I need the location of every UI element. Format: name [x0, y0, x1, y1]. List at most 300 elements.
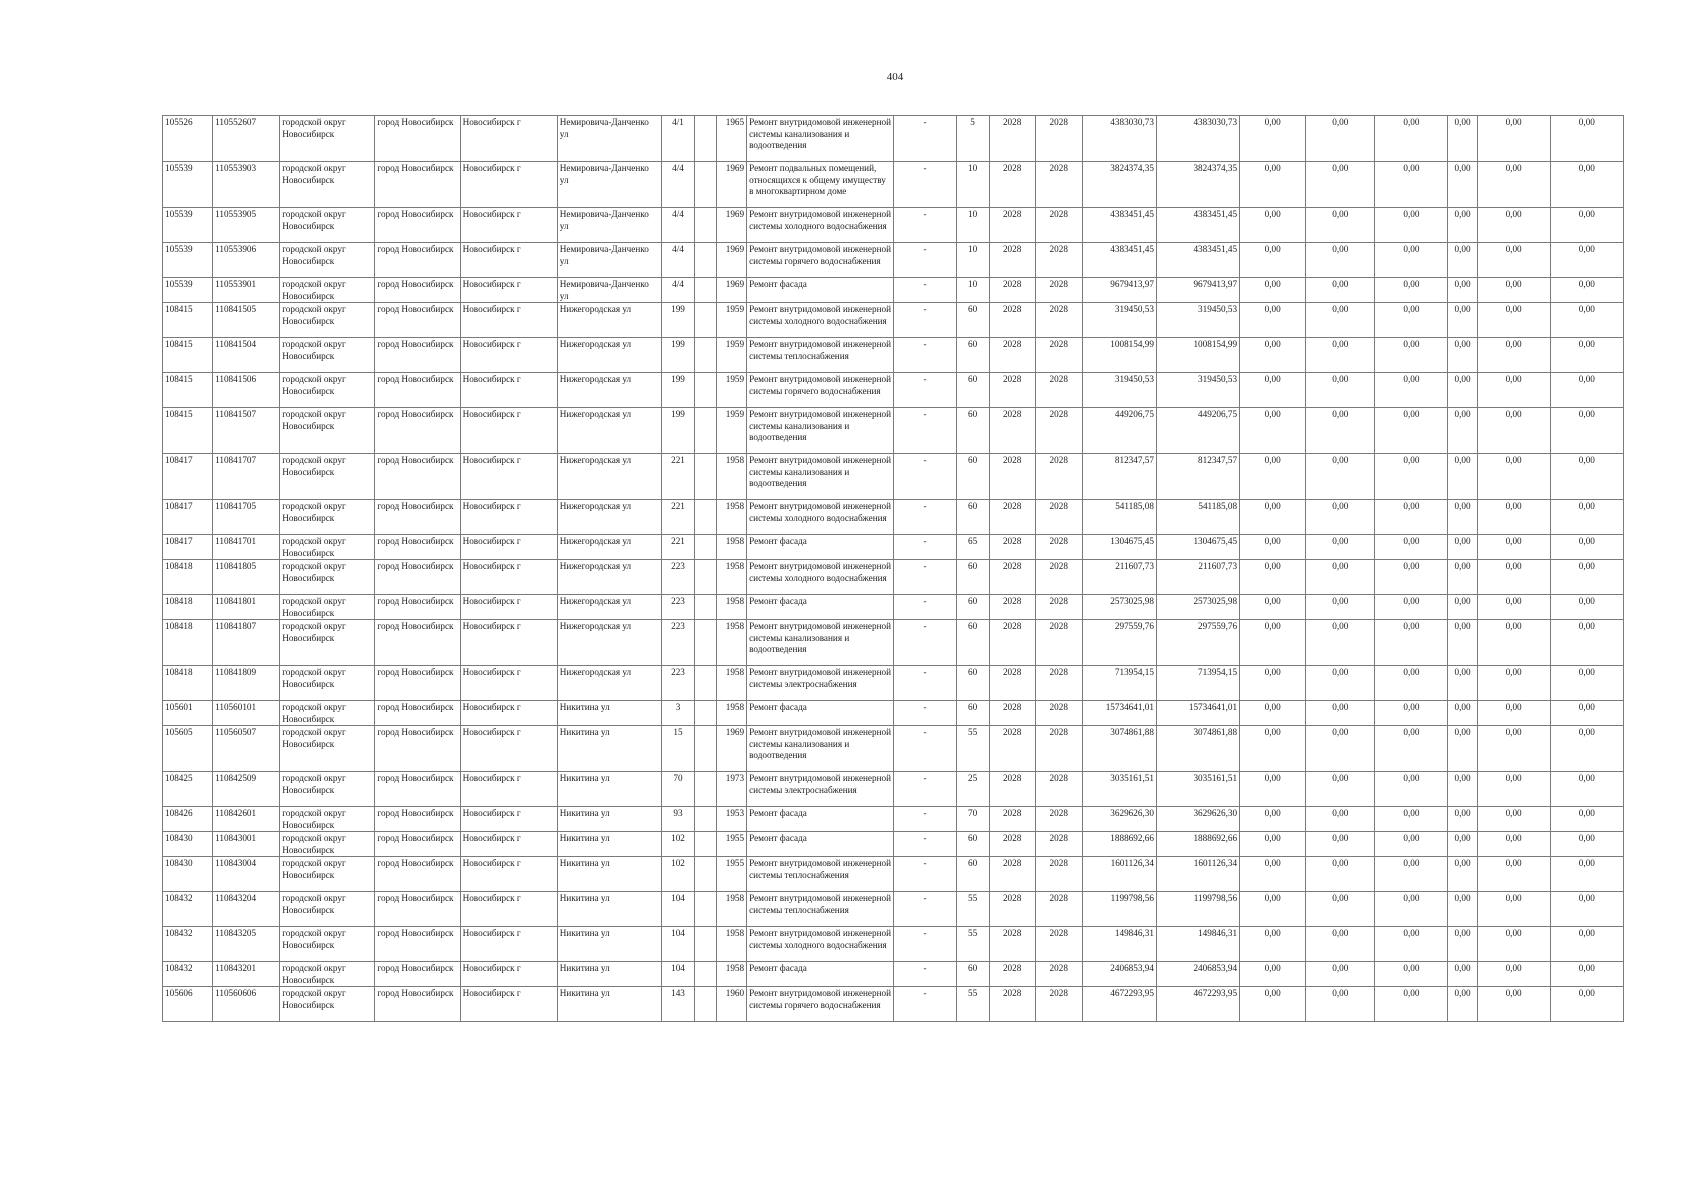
cell-plan-year-end: 2028: [1035, 116, 1082, 162]
cell-work-id: 110560606: [213, 987, 280, 1022]
cell-cost-fund: 297559,76: [1156, 620, 1239, 666]
cell-cost-reserve: 0,00: [1550, 892, 1623, 927]
cell-house-number: 223: [661, 595, 694, 620]
cell-cost-federal: 0,00: [1240, 807, 1306, 832]
cell-total-cost: 812347,57: [1082, 454, 1156, 500]
cell-total-cost: 1304675,45: [1082, 535, 1156, 560]
cell-cost-other: 0,00: [1448, 807, 1477, 832]
cell-house-number: 223: [661, 560, 694, 595]
cell-plan-year-start: 2028: [989, 666, 1035, 701]
cell-street: Нижегородская ул: [557, 595, 661, 620]
cell-cost-federal: 0,00: [1240, 620, 1306, 666]
cell-cost-other: 0,00: [1448, 962, 1477, 987]
cell-total-cost: 4383030,73: [1082, 116, 1156, 162]
cell-cost-fund: 4383451,45: [1156, 208, 1239, 243]
cell-plan-year-start: 2028: [989, 620, 1035, 666]
cell-house-id: 108417: [163, 535, 213, 560]
cell-cost-fund: 15734641,01: [1156, 701, 1239, 726]
cell-total-cost: 149846,31: [1082, 927, 1156, 962]
cell-plan-year-end: 2028: [1035, 338, 1082, 373]
cell-plan-year-end: 2028: [1035, 454, 1082, 500]
cell-settlement: город Новосибирск: [375, 373, 460, 408]
table-row: [163, 500, 1624, 535]
cell-house-id: 108418: [163, 595, 213, 620]
cell-cost-other: 0,00: [1448, 408, 1477, 454]
cell-cost-owners: 0,00: [1477, 987, 1550, 1022]
cell-cost-fund: 319450,53: [1156, 303, 1239, 338]
cell-work-id: 110841707: [213, 454, 280, 500]
cell-unit: -: [894, 832, 956, 857]
cell-settlement: город Новосибирск: [375, 535, 460, 560]
cell-cost-fund: 541185,08: [1156, 500, 1239, 535]
cell-work-id: 110841801: [213, 595, 280, 620]
table-row: [163, 701, 1624, 726]
cell-cost-local: 0,00: [1375, 726, 1448, 772]
cell-year-built: 1969: [717, 208, 747, 243]
cell-plan-year-start: 2028: [989, 162, 1035, 208]
cell-municipal-district: городской округ Новосибирск: [280, 162, 375, 208]
cell-wear-percent: 60: [956, 666, 989, 701]
cell-house-number: 221: [661, 535, 694, 560]
cell-cost-local: 0,00: [1375, 807, 1448, 832]
cell-city: Новосибирск г: [460, 208, 557, 243]
cell-wear-percent: 10: [956, 278, 989, 303]
cell-plan-year-start: 2028: [989, 832, 1035, 857]
cell-building: [695, 116, 717, 162]
cell-cost-owners: 0,00: [1477, 535, 1550, 560]
cell-cost-regional: 0,00: [1306, 807, 1375, 832]
cell-cost-other: 0,00: [1448, 701, 1477, 726]
cell-cost-fund: 2406853,94: [1156, 962, 1239, 987]
cell-cost-other: 0,00: [1448, 116, 1477, 162]
cell-cost-fund: 149846,31: [1156, 927, 1239, 962]
cell-work-type: Ремонт внутридомовой инженерной системы электроснабжения: [747, 772, 894, 807]
cell-year-built: 1969: [717, 726, 747, 772]
cell-cost-federal: 0,00: [1240, 832, 1306, 857]
cell-wear-percent: 60: [956, 500, 989, 535]
cell-work-id: 110553901: [213, 278, 280, 303]
cell-city: Новосибирск г: [460, 726, 557, 772]
cell-settlement: город Новосибирск: [375, 857, 460, 892]
cell-plan-year-end: 2028: [1035, 807, 1082, 832]
cell-settlement: город Новосибирск: [375, 832, 460, 857]
cell-house-number: 223: [661, 620, 694, 666]
cell-building: [695, 962, 717, 987]
cell-cost-federal: 0,00: [1240, 408, 1306, 454]
cell-building: [695, 620, 717, 666]
cell-street: Нижегородская ул: [557, 373, 661, 408]
cell-plan-year-end: 2028: [1035, 772, 1082, 807]
cell-cost-regional: 0,00: [1306, 701, 1375, 726]
cell-cost-local: 0,00: [1375, 892, 1448, 927]
table-row: [163, 832, 1624, 857]
cell-cost-local: 0,00: [1375, 666, 1448, 701]
cell-house-id: 108415: [163, 373, 213, 408]
cell-city: Новосибирск г: [460, 832, 557, 857]
cell-work-type: Ремонт внутридомовой инженерной системы теплоснабжения: [747, 892, 894, 927]
cell-cost-federal: 0,00: [1240, 338, 1306, 373]
cell-cost-fund: 9679413,97: [1156, 278, 1239, 303]
cell-work-type: Ремонт внутридомовой инженерной системы канализования и водоотведения: [747, 116, 894, 162]
cell-settlement: город Новосибирск: [375, 892, 460, 927]
cell-year-built: 1959: [717, 373, 747, 408]
cell-wear-percent: 60: [956, 620, 989, 666]
cell-settlement: город Новосибирск: [375, 560, 460, 595]
cell-municipal-district: городской округ Новосибирск: [280, 243, 375, 278]
cell-city: Новосибирск г: [460, 408, 557, 454]
cell-house-id: 105605: [163, 726, 213, 772]
cell-year-built: 1959: [717, 408, 747, 454]
cell-plan-year-end: 2028: [1035, 373, 1082, 408]
cell-building: [695, 666, 717, 701]
cell-year-built: 1958: [717, 454, 747, 500]
cell-house-number: 104: [661, 962, 694, 987]
cell-work-id: 110843201: [213, 962, 280, 987]
cell-plan-year-start: 2028: [989, 701, 1035, 726]
cell-plan-year-start: 2028: [989, 116, 1035, 162]
table-row: [163, 303, 1624, 338]
cell-year-built: 1969: [717, 162, 747, 208]
cell-cost-federal: 0,00: [1240, 535, 1306, 560]
cell-cost-regional: 0,00: [1306, 892, 1375, 927]
cell-cost-regional: 0,00: [1306, 535, 1375, 560]
cell-cost-other: 0,00: [1448, 243, 1477, 278]
cell-cost-federal: 0,00: [1240, 208, 1306, 243]
cell-work-id: 110553903: [213, 162, 280, 208]
cell-settlement: город Новосибирск: [375, 116, 460, 162]
cell-cost-local: 0,00: [1375, 560, 1448, 595]
cell-cost-local: 0,00: [1375, 373, 1448, 408]
cell-cost-reserve: 0,00: [1550, 162, 1623, 208]
cell-cost-reserve: 0,00: [1550, 666, 1623, 701]
cell-settlement: город Новосибирск: [375, 595, 460, 620]
cell-cost-other: 0,00: [1448, 278, 1477, 303]
table-row: [163, 243, 1624, 278]
cell-cost-federal: 0,00: [1240, 892, 1306, 927]
cell-cost-regional: 0,00: [1306, 243, 1375, 278]
cell-cost-owners: 0,00: [1477, 772, 1550, 807]
cell-wear-percent: 55: [956, 987, 989, 1022]
cell-cost-owners: 0,00: [1477, 500, 1550, 535]
cell-cost-local: 0,00: [1375, 701, 1448, 726]
cell-year-built: 1958: [717, 560, 747, 595]
cell-work-type: Ремонт внутридомовой инженерной системы холодного водоснабжения: [747, 500, 894, 535]
cell-cost-reserve: 0,00: [1550, 500, 1623, 535]
cell-wear-percent: 25: [956, 772, 989, 807]
cell-work-type: Ремонт внутридомовой инженерной системы канализования и водоотведения: [747, 454, 894, 500]
cell-cost-other: 0,00: [1448, 595, 1477, 620]
cell-building: [695, 892, 717, 927]
cell-cost-other: 0,00: [1448, 772, 1477, 807]
cell-wear-percent: 60: [956, 701, 989, 726]
cell-cost-federal: 0,00: [1240, 278, 1306, 303]
cell-year-built: 1953: [717, 807, 747, 832]
cell-cost-other: 0,00: [1448, 892, 1477, 927]
cell-settlement: город Новосибирск: [375, 701, 460, 726]
cell-plan-year-end: 2028: [1035, 303, 1082, 338]
table-row: [163, 962, 1624, 987]
cell-municipal-district: городской округ Новосибирск: [280, 772, 375, 807]
cell-year-built: 1959: [717, 338, 747, 373]
cell-unit: -: [894, 620, 956, 666]
table-row: [163, 116, 1624, 162]
cell-wear-percent: 10: [956, 243, 989, 278]
cell-plan-year-end: 2028: [1035, 535, 1082, 560]
cell-cost-regional: 0,00: [1306, 373, 1375, 408]
cell-cost-owners: 0,00: [1477, 162, 1550, 208]
cell-street: Нижегородская ул: [557, 535, 661, 560]
cell-year-built: 1958: [717, 962, 747, 987]
cell-unit: -: [894, 454, 956, 500]
cell-house-number: 4/4: [661, 278, 694, 303]
cell-work-id: 110841809: [213, 666, 280, 701]
cell-municipal-district: городской округ Новосибирск: [280, 208, 375, 243]
cell-cost-reserve: 0,00: [1550, 243, 1623, 278]
cell-unit: -: [894, 892, 956, 927]
cell-total-cost: 9679413,97: [1082, 278, 1156, 303]
cell-cost-other: 0,00: [1448, 303, 1477, 338]
cell-cost-fund: 319450,53: [1156, 373, 1239, 408]
cell-work-id: 110841505: [213, 303, 280, 338]
cell-house-number: 102: [661, 832, 694, 857]
cell-municipal-district: городской округ Новосибирск: [280, 595, 375, 620]
cell-total-cost: 2573025,98: [1082, 595, 1156, 620]
cell-work-id: 110843204: [213, 892, 280, 927]
cell-house-id: 108415: [163, 408, 213, 454]
table-row: [163, 927, 1624, 962]
cell-cost-regional: 0,00: [1306, 857, 1375, 892]
cell-work-id: 110553906: [213, 243, 280, 278]
cell-settlement: город Новосибирск: [375, 338, 460, 373]
cell-house-number: 4/1: [661, 116, 694, 162]
cell-settlement: город Новосибирск: [375, 772, 460, 807]
cell-cost-regional: 0,00: [1306, 726, 1375, 772]
cell-cost-reserve: 0,00: [1550, 927, 1623, 962]
table-row: [163, 408, 1624, 454]
cell-cost-fund: 4672293,95: [1156, 987, 1239, 1022]
cell-work-type: Ремонт внутридомовой инженерной системы горячего водоснабжения: [747, 987, 894, 1022]
cell-plan-year-start: 2028: [989, 807, 1035, 832]
cell-year-built: 1958: [717, 927, 747, 962]
cell-wear-percent: 65: [956, 535, 989, 560]
cell-settlement: город Новосибирск: [375, 303, 460, 338]
cell-work-id: 110841805: [213, 560, 280, 595]
cell-street: Никитина ул: [557, 726, 661, 772]
cell-cost-local: 0,00: [1375, 832, 1448, 857]
cell-total-cost: 713954,15: [1082, 666, 1156, 701]
cell-unit: -: [894, 560, 956, 595]
cell-cost-owners: 0,00: [1477, 832, 1550, 857]
cell-year-built: 1958: [717, 595, 747, 620]
cell-cost-other: 0,00: [1448, 208, 1477, 243]
cell-city: Новосибирск г: [460, 560, 557, 595]
table-row: [163, 666, 1624, 701]
cell-cost-fund: 3035161,51: [1156, 772, 1239, 807]
cell-municipal-district: городской округ Новосибирск: [280, 701, 375, 726]
cell-plan-year-end: 2028: [1035, 962, 1082, 987]
cell-wear-percent: 55: [956, 927, 989, 962]
cell-street: Никитина ул: [557, 962, 661, 987]
cell-building: [695, 303, 717, 338]
cell-cost-owners: 0,00: [1477, 962, 1550, 987]
cell-cost-reserve: 0,00: [1550, 807, 1623, 832]
cell-cost-regional: 0,00: [1306, 772, 1375, 807]
cell-cost-reserve: 0,00: [1550, 373, 1623, 408]
table-row: [163, 560, 1624, 595]
cell-cost-owners: 0,00: [1477, 303, 1550, 338]
cell-work-type: Ремонт внутридомовой инженерной системы холодного водоснабжения: [747, 303, 894, 338]
cell-street: Немировича-Данченко ул: [557, 208, 661, 243]
cell-unit: -: [894, 962, 956, 987]
cell-work-type: Ремонт внутридомовой инженерной системы теплоснабжения: [747, 857, 894, 892]
capital-repair-table: [162, 115, 1624, 1022]
cell-house-number: 4/4: [661, 162, 694, 208]
cell-year-built: 1958: [717, 535, 747, 560]
cell-work-type: Ремонт внутридомовой инженерной системы холодного водоснабжения: [747, 560, 894, 595]
cell-cost-regional: 0,00: [1306, 987, 1375, 1022]
table-row: [163, 373, 1624, 408]
cell-cost-fund: 1888692,66: [1156, 832, 1239, 857]
cell-work-id: 110841504: [213, 338, 280, 373]
cell-work-id: 110843205: [213, 927, 280, 962]
cell-house-number: 104: [661, 892, 694, 927]
cell-house-id: 108430: [163, 857, 213, 892]
cell-total-cost: 3074861,88: [1082, 726, 1156, 772]
cell-unit: -: [894, 116, 956, 162]
cell-total-cost: 15734641,01: [1082, 701, 1156, 726]
table-row: [163, 278, 1624, 303]
cell-unit: -: [894, 595, 956, 620]
cell-cost-local: 0,00: [1375, 408, 1448, 454]
cell-cost-regional: 0,00: [1306, 116, 1375, 162]
cell-street: Нижегородская ул: [557, 560, 661, 595]
cell-city: Новосибирск г: [460, 373, 557, 408]
cell-wear-percent: 60: [956, 373, 989, 408]
cell-unit: -: [894, 772, 956, 807]
cell-cost-fund: 4383451,45: [1156, 243, 1239, 278]
cell-settlement: город Новосибирск: [375, 208, 460, 243]
cell-wear-percent: 60: [956, 338, 989, 373]
cell-settlement: город Новосибирск: [375, 278, 460, 303]
cell-municipal-district: городской округ Новосибирск: [280, 726, 375, 772]
cell-work-type: Ремонт внутридомовой инженерной системы канализования и водоотведения: [747, 726, 894, 772]
cell-work-id: 110842509: [213, 772, 280, 807]
cell-plan-year-start: 2028: [989, 500, 1035, 535]
cell-unit: -: [894, 500, 956, 535]
cell-street: Нижегородская ул: [557, 454, 661, 500]
cell-cost-fund: 1304675,45: [1156, 535, 1239, 560]
cell-cost-other: 0,00: [1448, 857, 1477, 892]
cell-plan-year-start: 2028: [989, 892, 1035, 927]
cell-house-id: 105539: [163, 162, 213, 208]
cell-cost-other: 0,00: [1448, 620, 1477, 666]
cell-cost-fund: 211607,73: [1156, 560, 1239, 595]
cell-municipal-district: городской округ Новосибирск: [280, 832, 375, 857]
cell-year-built: 1973: [717, 772, 747, 807]
cell-cost-federal: 0,00: [1240, 987, 1306, 1022]
cell-cost-reserve: 0,00: [1550, 701, 1623, 726]
cell-cost-federal: 0,00: [1240, 373, 1306, 408]
cell-settlement: город Новосибирск: [375, 620, 460, 666]
cell-settlement: город Новосибирск: [375, 987, 460, 1022]
cell-cost-reserve: 0,00: [1550, 303, 1623, 338]
cell-municipal-district: городской округ Новосибирск: [280, 987, 375, 1022]
cell-city: Новосибирск г: [460, 666, 557, 701]
cell-plan-year-end: 2028: [1035, 666, 1082, 701]
cell-cost-reserve: 0,00: [1550, 772, 1623, 807]
cell-street: Немировича-Данченко ул: [557, 278, 661, 303]
cell-settlement: город Новосибирск: [375, 927, 460, 962]
cell-house-id: 108417: [163, 454, 213, 500]
cell-cost-regional: 0,00: [1306, 208, 1375, 243]
cell-city: Новосибирск г: [460, 620, 557, 666]
cell-settlement: город Новосибирск: [375, 162, 460, 208]
cell-city: Новосибирск г: [460, 116, 557, 162]
cell-year-built: 1958: [717, 892, 747, 927]
cell-total-cost: 2406853,94: [1082, 962, 1156, 987]
cell-cost-reserve: 0,00: [1550, 595, 1623, 620]
table-row: [163, 892, 1624, 927]
cell-unit: -: [894, 373, 956, 408]
cell-plan-year-end: 2028: [1035, 892, 1082, 927]
cell-unit: -: [894, 726, 956, 772]
cell-house-number: 4/4: [661, 208, 694, 243]
cell-unit: -: [894, 338, 956, 373]
cell-cost-regional: 0,00: [1306, 620, 1375, 666]
cell-city: Новосибирск г: [460, 162, 557, 208]
cell-cost-reserve: 0,00: [1550, 535, 1623, 560]
cell-city: Новосибирск г: [460, 535, 557, 560]
cell-cost-regional: 0,00: [1306, 962, 1375, 987]
cell-cost-other: 0,00: [1448, 500, 1477, 535]
cell-building: [695, 701, 717, 726]
cell-city: Новосибирск г: [460, 303, 557, 338]
cell-year-built: 1969: [717, 278, 747, 303]
cell-cost-local: 0,00: [1375, 962, 1448, 987]
cell-house-number: 199: [661, 338, 694, 373]
cell-plan-year-end: 2028: [1035, 987, 1082, 1022]
cell-house-number: 143: [661, 987, 694, 1022]
cell-total-cost: 449206,75: [1082, 408, 1156, 454]
cell-cost-local: 0,00: [1375, 987, 1448, 1022]
cell-wear-percent: 70: [956, 807, 989, 832]
cell-total-cost: 3629626,30: [1082, 807, 1156, 832]
cell-wear-percent: 60: [956, 857, 989, 892]
table-row: [163, 620, 1624, 666]
cell-cost-local: 0,00: [1375, 162, 1448, 208]
cell-city: Новосибирск г: [460, 595, 557, 620]
cell-house-id: 105601: [163, 701, 213, 726]
table-row: [163, 208, 1624, 243]
cell-house-number: 93: [661, 807, 694, 832]
cell-cost-owners: 0,00: [1477, 338, 1550, 373]
cell-cost-other: 0,00: [1448, 373, 1477, 408]
cell-municipal-district: городской округ Новосибирск: [280, 560, 375, 595]
cell-street: Нижегородская ул: [557, 666, 661, 701]
table-row: [163, 535, 1624, 560]
cell-unit: -: [894, 666, 956, 701]
cell-unit: -: [894, 807, 956, 832]
cell-cost-federal: 0,00: [1240, 595, 1306, 620]
cell-plan-year-end: 2028: [1035, 560, 1082, 595]
table-row: [163, 338, 1624, 373]
cell-work-id: 110843004: [213, 857, 280, 892]
cell-cost-local: 0,00: [1375, 857, 1448, 892]
cell-unit: -: [894, 535, 956, 560]
cell-settlement: город Новосибирск: [375, 243, 460, 278]
cell-municipal-district: городской округ Новосибирск: [280, 303, 375, 338]
cell-cost-local: 0,00: [1375, 620, 1448, 666]
